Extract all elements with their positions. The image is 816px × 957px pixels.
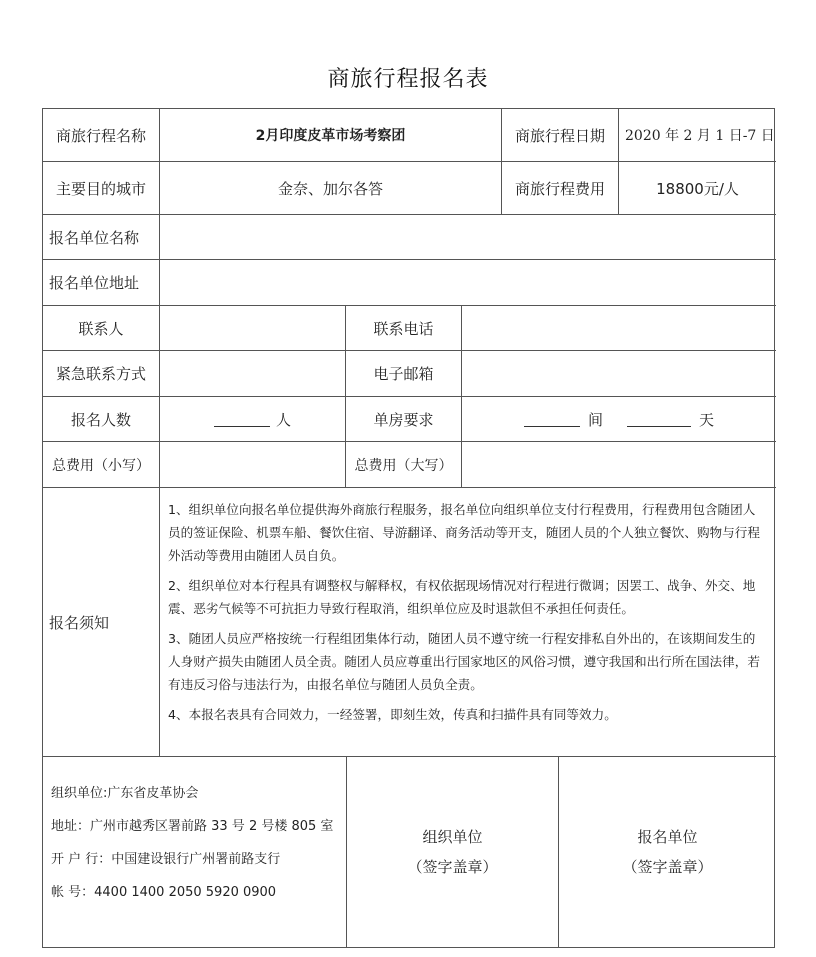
trip-fee-value: 18800元/人	[619, 162, 776, 215]
registrant-sign-title: 报名单位	[637, 828, 698, 846]
organizer-account: 帐 号：4400 1400 2050 5920 0900	[51, 885, 277, 900]
organizer-info	[43, 757, 345, 915]
destination-city-value: 金奈、加尔各答	[160, 162, 502, 215]
contact-phone-label: 联系电话	[346, 306, 462, 351]
email-label: 电子邮箱	[346, 351, 462, 397]
participant-count-label: 报名人数	[43, 397, 160, 442]
participant-count-unit: 人	[275, 410, 291, 429]
single-room-field[interactable]	[462, 397, 776, 442]
unit-address-label: 报名单位地址	[43, 260, 160, 306]
total-fee-big-field[interactable]	[462, 442, 776, 488]
page-title: 商旅行程报名表	[327, 67, 489, 92]
unit-name-label: 报名单位名称	[43, 215, 160, 260]
terms-text	[160, 488, 774, 733]
registration-form	[42, 108, 775, 948]
organizer-sign-box[interactable]	[347, 757, 559, 947]
term-item-1: 1、组织单位向报名单位提供海外商旅行程服务，报名单位向组织单位支付行程费用，行程费用包含随团人员的签证保险、机票车船、餐饮住宿、导游翻译、商务活动等开支，随团人员的个人独立餐饮、购物与行程外活动等费用由随团人员自负。	[168, 502, 760, 563]
trip-fee-label: 商旅行程费用	[502, 162, 619, 215]
contact-person-field[interactable]	[160, 306, 346, 351]
room-unit: 间	[587, 410, 603, 429]
participant-count-field[interactable]	[160, 397, 346, 442]
organizer-bank: 开 户 行：中国建设银行广州署前路支行	[51, 852, 281, 867]
terms-label: 报名须知	[43, 488, 160, 757]
trip-name-label: 商旅行程名称	[43, 109, 160, 162]
total-fee-small-field[interactable]	[160, 442, 346, 488]
total-fee-small-label: 总费用（小写）	[43, 442, 160, 488]
total-fee-big-label: 总费用（大写）	[346, 442, 462, 488]
room-days-blank[interactable]	[627, 412, 691, 427]
terms-box	[160, 488, 776, 757]
registrant-sign-box[interactable]	[559, 757, 776, 947]
organizer-unit: 组织单位:广东省皮革协会	[51, 786, 199, 801]
destination-city-label: 主要目的城市	[43, 162, 160, 215]
organizer-sign-title: 组织单位	[422, 828, 483, 846]
registrant-sign-note: （签字盖章）	[622, 858, 713, 876]
contact-person-label: 联系人	[43, 306, 160, 351]
organizer-sign-note: （签字盖章）	[407, 858, 498, 876]
unit-name-field[interactable]	[160, 215, 776, 260]
term-item-3: 3、随团人员应严格按统一行程组团集体行动，随团人员不遵守统一行程安排私自外出的，在该期间发生的人身财产损失由随团人员全责。随团人员应尊重出行国家地区的风俗习惯，遵守我国和出行所在国法律，若有违反习俗与违法行为，由报名单位与随团人员负全责。	[168, 631, 760, 692]
participant-count-blank[interactable]	[214, 412, 270, 427]
email-field[interactable]	[462, 351, 776, 397]
room-count-blank[interactable]	[524, 412, 580, 427]
term-item-2: 2、组织单位对本行程具有调整权与解释权，有权依据现场情况对行程进行微调；因罢工、战争、外交、地震、恶劣气候等不可抗拒力导致行程取消，组织单位应及时退款但不承担任何责任。	[168, 578, 756, 616]
trip-date-label: 商旅行程日期	[502, 109, 619, 162]
organizer-address: 地址：广州市越秀区署前路 33 号 2 号楼 805 室	[51, 819, 334, 834]
emergency-contact-field[interactable]	[160, 351, 346, 397]
trip-name-value: 2月印度皮革市场考察团	[160, 109, 502, 162]
organizer-info-box	[43, 757, 347, 947]
registrant-sign	[559, 757, 776, 947]
unit-address-field[interactable]	[160, 260, 776, 306]
term-item-4: 4、本报名表具有合同效力，一经签署，即刻生效，传真和扫描件具有同等效力。	[168, 707, 617, 722]
emergency-contact-label: 紧急联系方式	[43, 351, 160, 397]
organizer-sign	[347, 757, 558, 947]
day-unit: 天	[699, 410, 715, 429]
contact-phone-field[interactable]	[462, 306, 776, 351]
single-room-label: 单房要求	[346, 397, 462, 442]
trip-date-value: 2020 年 2 月 1 日-7 日	[619, 109, 776, 162]
